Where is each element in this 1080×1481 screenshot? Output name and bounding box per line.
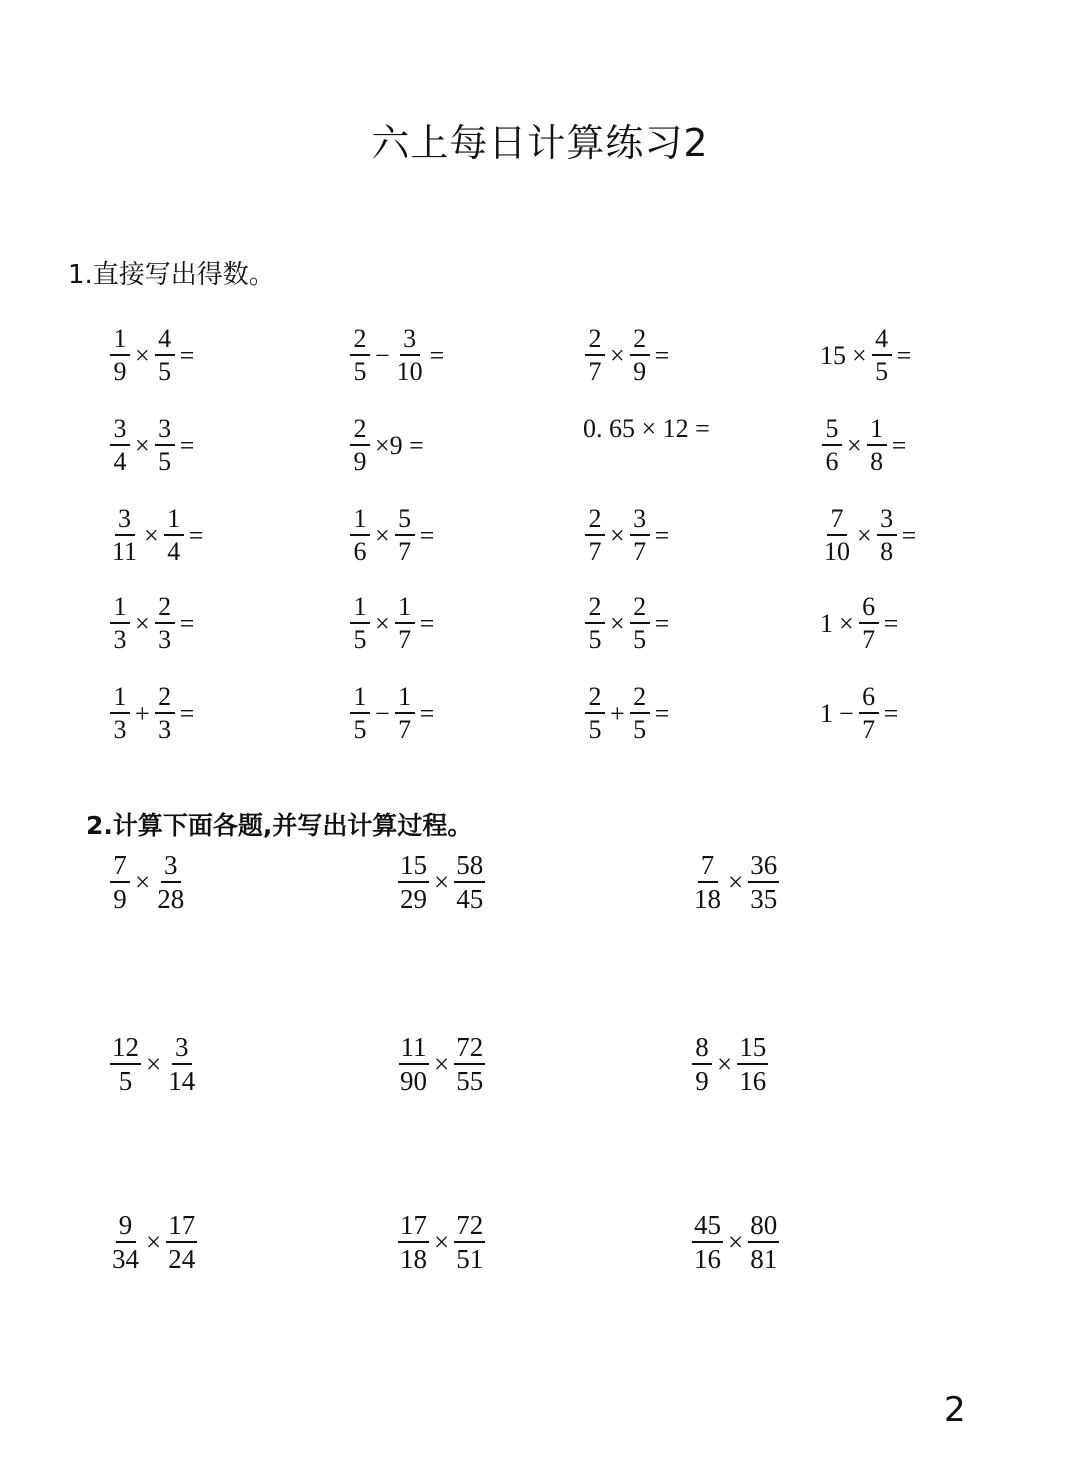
denominator: 9: [113, 357, 127, 386]
fraction: [585, 326, 605, 385]
math-expression: [348, 506, 437, 565]
operator: ×: [610, 520, 625, 550]
numerator: 1: [164, 506, 184, 536]
fraction: [350, 684, 370, 743]
math-expression: [108, 326, 197, 385]
math-expression: [583, 416, 713, 442]
fraction: [110, 684, 130, 743]
denominator: 34: [112, 1244, 139, 1274]
fraction: [630, 684, 650, 743]
denominator: 3: [113, 625, 127, 654]
operator: ×: [135, 340, 150, 370]
fraction: [859, 684, 879, 743]
fraction: [350, 594, 370, 653]
fraction: [350, 506, 370, 565]
numerator: 3: [630, 506, 650, 536]
fraction: [748, 852, 779, 913]
numerator: 1: [350, 506, 370, 536]
operator: =: [654, 608, 670, 638]
operator: ×: [434, 1049, 450, 1079]
denominator: 7: [862, 625, 876, 654]
numerator: 1: [395, 684, 415, 714]
operator: ×: [717, 1049, 733, 1079]
numerator: 2: [630, 684, 650, 714]
operator: =: [883, 698, 899, 728]
numerator: 1: [867, 416, 887, 446]
numerator: 15: [398, 852, 429, 883]
numerator: 2: [585, 326, 605, 356]
fraction: [737, 1034, 768, 1095]
denominator: 4: [113, 447, 127, 476]
fraction: [692, 1034, 712, 1095]
operator: ×: [434, 867, 450, 897]
denominator: 28: [157, 884, 185, 914]
operator: =: [419, 520, 435, 550]
numerator: 2: [630, 594, 650, 624]
denominator: 51: [456, 1244, 484, 1274]
denominator: 16: [694, 1244, 721, 1274]
operator: =: [891, 430, 907, 460]
operator: ×: [857, 520, 872, 550]
operator: ×9 =: [375, 430, 424, 460]
denominator: 8: [880, 537, 894, 566]
fraction: [585, 506, 605, 565]
operator: −: [375, 340, 390, 370]
fraction: [454, 1034, 485, 1095]
fraction: [585, 594, 605, 653]
fraction: [395, 684, 415, 743]
numerator: 15: [737, 1034, 768, 1065]
math-expression: [108, 506, 206, 565]
operator: ×: [728, 867, 744, 897]
numerator: 17: [398, 1212, 429, 1243]
operator: ×: [144, 520, 159, 550]
math-expression: [820, 594, 901, 653]
denominator: 3: [158, 715, 172, 744]
operator: =: [654, 340, 670, 370]
numerator: 3: [400, 326, 420, 356]
numerator: 1: [395, 594, 415, 624]
math-expression: [690, 852, 781, 913]
denominator: 5: [633, 625, 647, 654]
denominator: 10: [824, 537, 850, 566]
numerator: 72: [454, 1034, 485, 1065]
fraction: [398, 852, 429, 913]
number: 0. 65 × 12 =: [583, 414, 710, 443]
numerator: 2: [630, 326, 650, 356]
fraction: [155, 852, 186, 913]
numerator: 2: [585, 594, 605, 624]
denominator: 5: [158, 357, 172, 386]
denominator: 5: [118, 1066, 133, 1096]
numerator: 11: [399, 1034, 429, 1065]
fraction: [110, 416, 130, 475]
operator: ×: [135, 608, 150, 638]
operator: ×: [146, 1227, 162, 1257]
fraction: [350, 416, 370, 475]
math-expression: [396, 1212, 487, 1273]
denominator: 9: [353, 447, 367, 476]
fraction: [166, 1212, 197, 1273]
fraction: [630, 506, 650, 565]
math-expression: [820, 506, 919, 565]
denominator: 29: [400, 884, 427, 914]
math-expression: [820, 326, 914, 385]
numerator: 80: [748, 1212, 779, 1243]
denominator: 5: [353, 715, 367, 744]
number: 1: [820, 698, 833, 728]
denominator: 5: [633, 715, 647, 744]
fraction: [692, 1212, 723, 1273]
numerator: 4: [155, 326, 175, 356]
denominator: 7: [588, 537, 602, 566]
denominator: 9: [695, 1066, 709, 1096]
denominator: 8: [870, 447, 884, 476]
math-expression: [690, 1212, 781, 1273]
fraction: [350, 326, 370, 385]
numerator: 3: [161, 852, 181, 883]
math-expression: [820, 416, 909, 475]
numerator: 5: [822, 416, 842, 446]
operator: ×: [839, 608, 854, 638]
numerator: 1: [350, 594, 370, 624]
operator: ×: [852, 340, 867, 370]
section-2-heading: 2.计算下面各题,并写出计算过程。: [86, 811, 473, 840]
numerator: 6: [859, 594, 879, 624]
operator: =: [419, 608, 435, 638]
denominator: 90: [400, 1066, 427, 1096]
operator: ×: [135, 430, 150, 460]
denominator: 45: [456, 884, 484, 914]
denominator: 7: [398, 537, 412, 566]
operator: ×: [146, 1049, 162, 1079]
denominator: 7: [633, 537, 647, 566]
fraction: [585, 684, 605, 743]
fraction: [166, 1034, 197, 1095]
fraction: [398, 1034, 429, 1095]
fraction: [395, 594, 415, 653]
math-expression: [108, 684, 197, 743]
denominator: 3: [113, 715, 127, 744]
fraction: [822, 506, 852, 565]
operator: ×: [610, 608, 625, 638]
numerator: 5: [395, 506, 415, 536]
denominator: 5: [158, 447, 172, 476]
operator: =: [188, 520, 204, 550]
fraction: [692, 852, 723, 913]
operator: =: [419, 698, 435, 728]
math-expression: [583, 506, 672, 565]
fraction: [872, 326, 892, 385]
operator: +: [135, 698, 150, 728]
numerator: 2: [585, 684, 605, 714]
fraction: [630, 326, 650, 385]
fraction: [155, 416, 175, 475]
math-expression: [348, 326, 447, 385]
numerator: 1: [110, 594, 130, 624]
page-number: 2: [944, 1390, 966, 1430]
fraction: [395, 326, 425, 385]
fraction: [155, 594, 175, 653]
operator: ×: [375, 608, 390, 638]
fraction: [630, 594, 650, 653]
denominator: 11: [112, 537, 138, 566]
fraction: [859, 594, 879, 653]
denominator: 6: [825, 447, 839, 476]
fraction: [164, 506, 184, 565]
fraction: [110, 1212, 141, 1273]
math-expression: [396, 852, 487, 913]
numerator: 3: [155, 416, 175, 446]
fraction: [822, 416, 842, 475]
denominator: 10: [396, 357, 423, 386]
operator: =: [901, 520, 917, 550]
denominator: 5: [875, 357, 889, 386]
numerator: 58: [454, 852, 485, 883]
math-expression: [108, 594, 197, 653]
math-expression: [583, 684, 672, 743]
fraction: [454, 1212, 485, 1273]
numerator: 12: [110, 1034, 141, 1065]
numerator: 2: [585, 506, 605, 536]
operator: ×: [728, 1227, 744, 1257]
math-expression: [108, 1034, 199, 1095]
fraction: [110, 1034, 141, 1095]
math-expression: [108, 1212, 199, 1273]
math-expression: [396, 1034, 487, 1095]
denominator: 5: [588, 715, 602, 744]
operator: −: [375, 698, 390, 728]
fraction: [398, 1212, 429, 1273]
operator: ×: [610, 340, 625, 370]
math-expression: [108, 416, 197, 475]
numerator: 7: [827, 506, 847, 536]
fraction: [110, 594, 130, 653]
fraction: [155, 684, 175, 743]
denominator: 35: [750, 884, 778, 914]
fraction: [877, 506, 897, 565]
numerator: 7: [698, 852, 718, 883]
math-expression: [348, 594, 437, 653]
numerator: 1: [110, 326, 130, 356]
numerator: 17: [166, 1212, 197, 1243]
math-expression: [690, 1034, 770, 1095]
denominator: 16: [739, 1066, 767, 1096]
operator: =: [179, 698, 195, 728]
operator: =: [896, 340, 912, 370]
math-expression: [820, 684, 901, 743]
numerator: 8: [692, 1034, 712, 1065]
denominator: 3: [158, 625, 172, 654]
denominator: 7: [398, 625, 412, 654]
numerator: 3: [172, 1034, 192, 1065]
fraction: [395, 506, 415, 565]
denominator: 5: [353, 625, 367, 654]
math-expression: [108, 852, 188, 913]
operator: =: [179, 430, 195, 460]
denominator: 6: [353, 537, 367, 566]
numerator: 4: [872, 326, 892, 356]
operator: =: [654, 520, 670, 550]
denominator: 7: [862, 715, 876, 744]
operator: =: [179, 340, 195, 370]
math-expression: [348, 416, 427, 475]
numerator: 72: [454, 1212, 485, 1243]
math-expression: [348, 684, 437, 743]
operator: ×: [375, 520, 390, 550]
number: 15: [820, 340, 846, 370]
numerator: 45: [692, 1212, 723, 1243]
operator: =: [179, 608, 195, 638]
fraction: [867, 416, 887, 475]
numerator: 36: [748, 852, 779, 883]
numerator: 2: [155, 594, 175, 624]
fraction: [110, 506, 139, 565]
math-expression: [583, 594, 672, 653]
numerator: 3: [115, 506, 135, 536]
number: 1: [820, 608, 833, 638]
denominator: 5: [588, 625, 602, 654]
fraction: [748, 1212, 779, 1273]
operator: =: [654, 698, 670, 728]
numerator: 2: [350, 416, 370, 446]
numerator: 9: [116, 1212, 136, 1243]
numerator: 7: [110, 852, 130, 883]
numerator: 3: [110, 416, 130, 446]
operator: ×: [434, 1227, 450, 1257]
denominator: 5: [353, 357, 367, 386]
numerator: 1: [110, 684, 130, 714]
denominator: 81: [750, 1244, 778, 1274]
denominator: 7: [588, 357, 602, 386]
fraction: [454, 852, 485, 913]
denominator: 18: [694, 884, 721, 914]
numerator: 3: [877, 506, 897, 536]
denominator: 9: [633, 357, 647, 386]
denominator: 55: [456, 1066, 484, 1096]
numerator: 6: [859, 684, 879, 714]
denominator: 4: [167, 537, 181, 566]
denominator: 14: [168, 1066, 196, 1096]
numerator: 2: [350, 326, 370, 356]
operator: ×: [847, 430, 862, 460]
denominator: 24: [168, 1244, 196, 1274]
numerator: 1: [350, 684, 370, 714]
denominator: 18: [400, 1244, 427, 1274]
operator: =: [883, 608, 899, 638]
page-title: 六上每日计算练习2: [371, 121, 709, 165]
math-expression: [583, 326, 672, 385]
section-1-heading: 1.直接写出得数。: [68, 260, 275, 290]
operator: ×: [135, 867, 151, 897]
denominator: 7: [398, 715, 412, 744]
fraction: [110, 852, 130, 913]
numerator: 2: [155, 684, 175, 714]
fraction: [155, 326, 175, 385]
fraction: [110, 326, 130, 385]
operator: =: [429, 340, 445, 370]
operator: −: [839, 698, 854, 728]
denominator: 9: [113, 884, 127, 914]
operator: +: [610, 698, 625, 728]
